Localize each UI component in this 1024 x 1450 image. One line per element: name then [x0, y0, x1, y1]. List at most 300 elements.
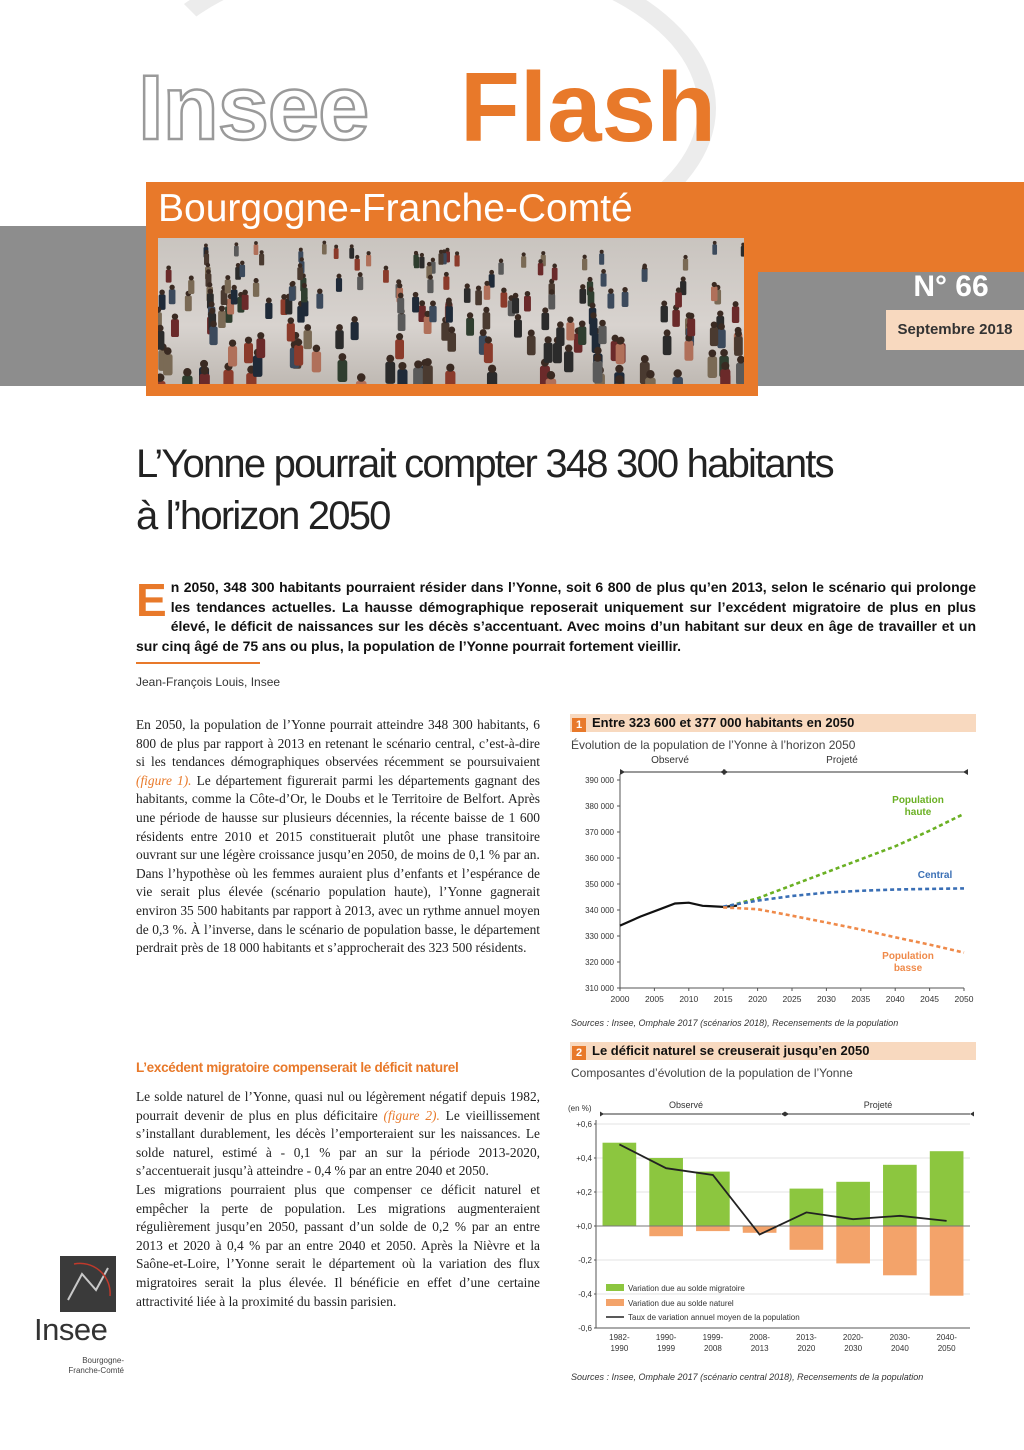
photo-person-head [367, 251, 371, 255]
photo-person-head [158, 373, 164, 382]
photo-person-head [439, 250, 443, 254]
photo-person-head [209, 301, 215, 307]
figure-1-chart [566, 752, 980, 1014]
arrow-head [963, 769, 968, 775]
photo-person [171, 319, 179, 337]
photo-person [590, 318, 598, 336]
photo-person-head [266, 298, 272, 304]
photo-person-head [484, 281, 489, 286]
photo-person-head [219, 306, 225, 312]
y-tick-label: 360 000 [585, 854, 614, 863]
photo-person-head [204, 244, 208, 248]
photo-person-head [206, 269, 211, 274]
photo-person-head [594, 354, 602, 362]
photo-person-head [499, 259, 503, 263]
y-tick-label: 370 000 [585, 828, 614, 837]
photo-person [231, 290, 238, 305]
photo-person [578, 326, 586, 345]
y-tick-label: 310 000 [585, 984, 614, 993]
figure-2-link[interactable]: (figure 2). [383, 1107, 440, 1123]
photo-person [672, 377, 682, 384]
logo-sub-line-1: Bourgogne- [82, 1356, 124, 1365]
x-tick-label: 2020 [748, 994, 768, 1004]
photo-person [166, 270, 172, 283]
photo-person [297, 267, 303, 280]
photo-person-head [557, 321, 564, 328]
figure-2-source: Sources : Insee, Omphale 2017 (scénario central 2018), Recensements de la population [571, 1372, 924, 1382]
photo-person [447, 333, 456, 352]
figure-1-number: 1 [572, 718, 586, 732]
x-tick-label: 2005 [644, 994, 664, 1004]
legend-swatch-naturel [606, 1299, 624, 1306]
y-tick-label: 350 000 [585, 880, 614, 889]
photo-person [736, 363, 744, 384]
photo-person-head [164, 347, 172, 355]
photo-person [720, 369, 730, 384]
photo-person [316, 293, 323, 308]
photo-person [383, 270, 389, 283]
lead-divider [136, 662, 260, 664]
label-population-basse: Population basse [882, 951, 934, 974]
photo-person-head [245, 337, 252, 344]
photo-person [351, 322, 359, 340]
figure-2-title-text: Le déficit naturel se creuserait jusqu’en 2050 [592, 1043, 870, 1058]
photo-person-head [599, 320, 606, 327]
photo-person-head [733, 301, 739, 307]
bar-solde-naturel [696, 1226, 730, 1231]
photo-person [209, 327, 217, 346]
photo-person-head [615, 365, 623, 373]
photo-person-head [209, 308, 215, 314]
photo-person-head [641, 355, 649, 363]
issue-box [886, 270, 1024, 350]
photo-person [427, 279, 433, 293]
body-paragraph-1 [136, 716, 540, 865]
photo-person-head [338, 353, 346, 361]
photo-person-head [601, 269, 606, 274]
photo-person-head [713, 241, 717, 245]
photo-person-head [646, 370, 654, 378]
photo-person [521, 256, 526, 268]
x-tick-label: 2000 [610, 994, 630, 1004]
photo-person-head [295, 339, 302, 346]
photo-person [734, 336, 743, 356]
photo-person [355, 259, 360, 271]
photo-person-head [254, 278, 259, 283]
photo-person-head [313, 345, 320, 352]
photo-person [466, 318, 474, 336]
photo-person-head [337, 274, 342, 279]
photo-person-head [465, 283, 470, 288]
photo-person-head [448, 326, 455, 333]
photo-person [464, 288, 471, 303]
photo-person [182, 375, 192, 384]
arrow-head [600, 1112, 604, 1117]
lead-text: n 2050, 348 300 habitants pourraient résider dans l’Yonne, soit 6 800 de plus qu’en 2013, selon le scénario qui prolonge les tendances actuelles. La hausse démographique reposerait uniquement sur l’excédent migratoire de plus en plus élevé, le déficit de naissances sur les décès s’accentuant. Avec moins d’un habitant sur deux en âge de travailler et un sur cinq âgé de 75 ans ou plus, la population de l’Yonne pourrait fortement vieillir. [136, 579, 976, 654]
title-line-1: L’Yonne pourrait compter 348 300 habitants [136, 442, 833, 486]
photo-person [338, 360, 348, 382]
photo-person [717, 329, 725, 348]
photo-person-head [709, 350, 717, 358]
photo-person-head [538, 259, 542, 263]
photo-person [710, 327, 718, 346]
photo-person [527, 336, 536, 356]
legend-migratoire: Variation due au solde migratoire [628, 1284, 745, 1293]
photo-person-head [545, 336, 552, 343]
photo-person-head [288, 317, 295, 324]
photo-person-head [711, 321, 718, 328]
photo-person-head [622, 287, 627, 292]
photo-person-head [717, 310, 723, 316]
photo-person-head [413, 292, 419, 298]
x-tick-label: 2025 [782, 994, 802, 1004]
photo-person-head [334, 245, 338, 249]
y-axis-unit: (en %) [568, 1104, 592, 1113]
bar-solde-naturel [930, 1226, 964, 1296]
photo-person-head [583, 255, 587, 259]
photo-person [712, 244, 717, 255]
photo-person-head [718, 323, 725, 330]
x-tick-label: 2030 [816, 994, 836, 1004]
figure-1-subtitle: Évolution de la population de l’Yonne à l’horizon 2050 [571, 738, 856, 752]
photo-person-head [210, 321, 217, 328]
photo-person [228, 346, 237, 367]
photo-person [552, 268, 558, 281]
photo-person [395, 339, 404, 359]
photo-person-head [254, 241, 258, 245]
body-text: Le vieillissement s’installant durablement, les décès l’emporteraient sur les naissances. Le solde naturel, estimé à - 0,1 % par an sur la période 2013-2020, s’accentuerait jusqu’à atteindre - 0,4 % par an entre 2040 et 2050. [136, 1107, 540, 1179]
photo-person-head [476, 285, 481, 290]
photo-person [423, 365, 433, 384]
photo-person [357, 276, 363, 290]
insee-logo-mark [60, 1256, 116, 1312]
bar-solde-naturel [883, 1226, 917, 1275]
photo-person-head [735, 330, 742, 337]
photo-person [256, 338, 265, 358]
photo-person-head [189, 276, 194, 281]
arrow-head [970, 1112, 974, 1117]
photo-person-head [207, 282, 212, 287]
photo-person-head [683, 255, 687, 259]
arrow-head [620, 769, 625, 775]
brand-insee: Insee [138, 57, 369, 159]
issue-date: Septembre 2018 [886, 310, 1024, 350]
y-tick-label: +0,0 [576, 1222, 592, 1231]
photo-person-head [397, 283, 402, 288]
photo-person-head [240, 261, 244, 265]
photo-person-head [398, 362, 406, 370]
photo-person [514, 320, 522, 338]
y-tick-label: 390 000 [585, 776, 614, 785]
arrow-head [781, 1112, 785, 1117]
photo-person [607, 293, 614, 308]
x-tick-label: 1990-1999 [655, 1333, 677, 1353]
photo-person [475, 290, 482, 305]
photo-person [512, 298, 519, 314]
insee-logo-text: Insee [34, 1312, 108, 1347]
label-central: Central [917, 870, 953, 881]
photo-person [538, 263, 543, 275]
region-title: Bourgogne-Franche-Comté [158, 187, 633, 230]
photo-person [294, 345, 303, 365]
photo-person-head [183, 368, 191, 376]
x-tick-label: 2030-2040 [889, 1333, 911, 1353]
photo-person-head [427, 262, 431, 266]
brand-flash: Flash [460, 52, 716, 162]
photo-person [683, 259, 688, 271]
body-paragraph-2: Dans l’hypothèse où les femmes auraient plus d’enfants et l’espérance de vie serait plus élevée (scénario population haute), l’Yonne gagnerait environ 35 500 habitants par rapport à 2013, avec un rythme annuel moyen de 0,3 %. À l’inverse, dans le scénario de population basse, le département perdrait près de 18 000 habitants et s’approcherait des 323 500 résidents. [136, 865, 540, 956]
photo-person-head [260, 250, 264, 254]
lead-dropcap: E [136, 574, 167, 626]
x-tick-label: 2050 [954, 994, 974, 1004]
photo-person-head [289, 282, 294, 287]
photo-person-head [396, 333, 403, 340]
photo-person [741, 246, 744, 257]
bar-solde-naturel [836, 1226, 870, 1263]
photo-person [289, 286, 296, 301]
photo-person [483, 312, 491, 329]
photo-person [304, 330, 312, 349]
photo-person [234, 246, 239, 257]
figure-2-title [570, 1042, 976, 1060]
x-tick-label: 1999-2008 [702, 1333, 724, 1353]
author: Jean-François Louis, Insee [136, 675, 281, 689]
photo-person [169, 289, 176, 304]
bar-solde-naturel [649, 1226, 683, 1236]
arrow-head [785, 1112, 789, 1117]
photo-person [265, 303, 272, 319]
photo-person-head [398, 293, 404, 299]
figure-1-source: Sources : Insee, Omphale 2017 (scénarios 2018), Recensements de la population [571, 1018, 899, 1028]
body-text: En 2050, la population de l’Yonne pourrait atteindre 348 300 habitants, 6 800 de plus par rapport à 2013 en retenant le scénario central, c’est-à-dire si les tendances démographiques observées récemment se poursuivaient [136, 717, 540, 770]
photo-person [445, 371, 455, 384]
figure-1-link[interactable]: (figure 1). [136, 772, 192, 788]
photo-person [413, 255, 418, 267]
photo-person [163, 354, 172, 375]
photo-person-head [642, 265, 647, 270]
legend-naturel: Variation due au solde naturel [628, 1299, 734, 1308]
photo-person-head [166, 265, 171, 270]
figure-2-subtitle: Composantes d’évolution de la population de l’Yonne [571, 1066, 853, 1080]
photo-person [253, 355, 263, 376]
photo-person-head [336, 324, 343, 331]
x-tick-label: 2008-2013 [749, 1333, 770, 1353]
figure-1-title-text: Entre 323 600 et 377 000 habitants en 2050 [592, 715, 855, 730]
y-tick-label: 330 000 [585, 932, 614, 941]
photo-person-head [488, 365, 496, 373]
photo-person-head [590, 312, 596, 318]
photo-person-head [298, 263, 303, 268]
x-tick-label: 2010 [679, 994, 699, 1004]
photo-person [385, 362, 395, 384]
photo-person-head [661, 301, 667, 307]
photo-person-head [615, 375, 624, 384]
photo-person [244, 343, 253, 363]
photo-person-head [541, 251, 545, 255]
photo-person [398, 314, 406, 331]
photo-person-head [522, 252, 526, 256]
photo-person-head [737, 356, 744, 364]
photo-person-head [302, 283, 307, 288]
x-tick-label: 2013-2020 [796, 1333, 817, 1353]
photo-person-head [542, 307, 548, 313]
photo-person-head [547, 371, 555, 379]
photo-person-head [225, 275, 230, 280]
bar-solde-migratoire [696, 1172, 730, 1226]
photo-person [484, 343, 493, 363]
photo-person [429, 306, 436, 323]
period-observed-label: Observé [668, 1100, 704, 1110]
photo-person-head [299, 248, 303, 252]
y-tick-label: +0,4 [576, 1154, 592, 1163]
photo-person-head [242, 290, 247, 295]
y-tick-label: -0,2 [578, 1256, 592, 1265]
x-tick-label: 2040 [885, 994, 905, 1004]
issue-number: N° 66 [913, 270, 989, 303]
title-line-2: à l’horizon 2050 [136, 494, 390, 538]
y-tick-label: 340 000 [585, 906, 614, 915]
photo-person [593, 361, 603, 383]
body-text: Le solde naturel de l’Yonne, quasi nul ou légèrement négatif depuis 1982, pourrait devenir de plus en plus déficitaire [136, 1089, 540, 1123]
photo-person-head [201, 366, 209, 374]
x-tick-label: 2040-2050 [936, 1333, 957, 1353]
photo-person [366, 255, 371, 267]
photo-person [663, 336, 672, 356]
photo-person-head [590, 303, 596, 309]
photo-person-head [386, 355, 394, 363]
x-tick-label: 2020-2030 [842, 1333, 864, 1353]
body-text: Le département figurerait parmi les départements gagnant des habitants, comme la Côte-d’Or, le Doubs et le Territoire de Belfort. Après une période de hausse sur plusieurs décennies, la récente baisse de 1 600 résidents entre 2010 et 2015 constituerait plutôt une phase transitoire ouvrant sur une légère croissance jusqu’en 2050, de moins de 0,1 % par an. [136, 772, 540, 863]
photo-person-head [513, 293, 519, 299]
photo-person-head [565, 345, 572, 352]
photo-person [158, 331, 164, 350]
lead-paragraph [136, 574, 976, 656]
photo-person-head [444, 272, 449, 277]
photo-person-head [357, 373, 366, 382]
bar-solde-migratoire [790, 1189, 824, 1226]
y-tick-label: 380 000 [585, 802, 614, 811]
photo-person [548, 294, 555, 309]
photo-person [599, 253, 604, 264]
period-observed-label: Observé [651, 755, 689, 766]
photo-person [397, 369, 407, 384]
photo-person [645, 378, 656, 384]
photo-person [708, 356, 718, 378]
photo-person-head [483, 307, 489, 313]
photo-person-head [414, 251, 418, 255]
photo-person-head [480, 329, 487, 336]
photo-person [438, 253, 443, 264]
y-tick-label: +0,6 [576, 1120, 592, 1129]
bar-solde-naturel [790, 1226, 824, 1250]
photo-person [218, 311, 226, 328]
photo-person [601, 273, 607, 286]
photo-person-head [446, 301, 452, 307]
photo-person-head [676, 287, 681, 292]
photo-person-head [431, 258, 435, 262]
photo-person [672, 310, 680, 327]
photo-person [240, 265, 246, 278]
photo-person [312, 351, 321, 372]
photo-person [253, 283, 259, 297]
photo-person [489, 274, 495, 287]
photo-person-head [159, 289, 164, 294]
photo-person-head [172, 313, 178, 319]
photo-person-head [300, 257, 304, 261]
photo-person [287, 323, 295, 341]
photo-person [454, 255, 459, 267]
photo-person [616, 344, 625, 364]
photo-person-head [208, 289, 213, 294]
photo-person [335, 330, 343, 349]
photo-person-head [317, 289, 322, 294]
photo-person-head [304, 324, 311, 331]
photo-person [579, 289, 586, 304]
photo-person-head [257, 332, 264, 339]
photo-person-head [206, 263, 211, 268]
legend-taux: Taux de variation annuel moyen de la population [628, 1313, 800, 1322]
photo-person [349, 248, 354, 259]
figure-2-number: 2 [572, 1046, 586, 1060]
photo-person [524, 296, 531, 312]
photo-person-head [455, 251, 459, 255]
y-tick-label: 320 000 [585, 958, 614, 967]
photo-person [185, 296, 192, 312]
photo-person [484, 285, 490, 300]
photo-person-head [158, 325, 164, 332]
arrow-head [723, 769, 728, 775]
photo-person-head [234, 242, 238, 246]
photo-person-head [681, 277, 686, 282]
series-line-basse [723, 907, 964, 952]
photo-person [413, 368, 423, 384]
bar-solde-migratoire [603, 1143, 637, 1226]
photo-person [556, 327, 564, 346]
photo-person [336, 278, 342, 292]
photo-person [259, 254, 264, 265]
photo-person [711, 287, 718, 302]
photo-person-head [594, 347, 602, 355]
photo-person [487, 372, 497, 384]
photo-person-head [688, 313, 694, 319]
photo-person-head [712, 282, 717, 287]
photo-person-head [549, 289, 554, 294]
photo-person [622, 292, 629, 307]
photo-person [412, 297, 419, 313]
photo-person [566, 322, 574, 340]
x-tick-label: 1982-1990 [609, 1333, 630, 1353]
photo-person-head [588, 277, 593, 282]
photo-person-head [485, 336, 492, 343]
photo-person-head [567, 316, 573, 322]
figure-2-chart [566, 1094, 980, 1366]
photo-person [661, 306, 668, 323]
photo-person-head [420, 253, 424, 257]
x-tick-label: 2015 [713, 994, 733, 1004]
crowd-photo [158, 238, 744, 384]
series-line-observed [620, 903, 737, 926]
photo-person-head [674, 369, 682, 377]
legend-swatch-migratoire [606, 1284, 624, 1291]
photo-person-head [664, 329, 671, 336]
section-heading: L’excédent migratoire compenserait le déficit naturel [136, 1060, 459, 1075]
photo-person-head [489, 270, 494, 275]
photo-person [501, 292, 508, 307]
photo-person-head [720, 349, 728, 357]
photo-person-head [525, 291, 531, 297]
photo-person [223, 370, 233, 384]
photo-person-head [229, 339, 236, 346]
